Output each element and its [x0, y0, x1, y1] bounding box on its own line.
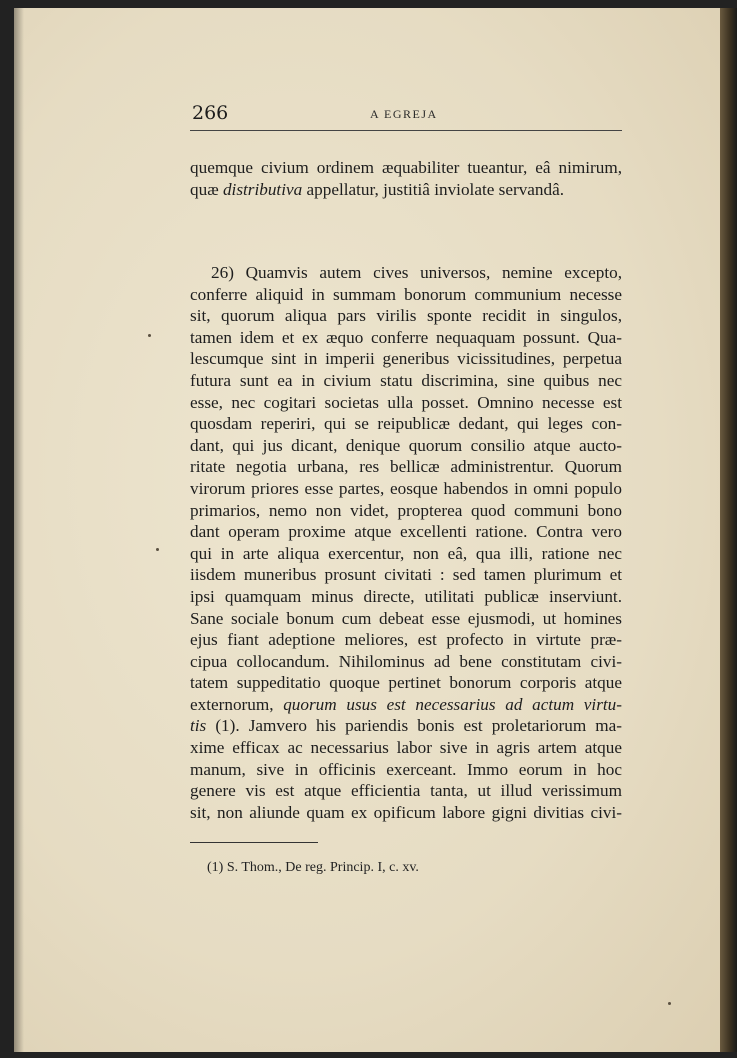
text-line: ritate negotia urbana, res bellicæ administrentur. Quorum	[190, 457, 622, 477]
ink-speck	[156, 548, 159, 551]
book-edge	[720, 8, 737, 1052]
ink-speck	[668, 1002, 671, 1005]
italic-term: distributiva	[222, 179, 303, 199]
page-number: 266	[192, 102, 229, 124]
text-line: quemque civium ordinem æquabiliter tueantur, eâ nimirum,	[190, 158, 622, 177]
footnote-rule	[190, 842, 318, 843]
italic-quote: quorum usus est necessarius ad actum virtu-	[283, 694, 622, 714]
text-run: (1). Jamvero his pariendis bonis est proletariorum ma-	[206, 716, 622, 736]
text-line	[190, 715, 622, 737]
text-line: tamen idem et ex æquo conferre nequaquam possunt. Qua-	[190, 327, 622, 347]
text-line: sit, quorum aliqua pars virilis sponte recidit in singulos,	[190, 306, 622, 326]
text-line: primarios, nemo non videt, propterea quod communi bono	[190, 500, 622, 520]
gutter-shadow	[14, 8, 24, 1052]
text-run: quæ	[190, 179, 223, 199]
paragraph-continuation	[190, 157, 622, 200]
text-line: tatem suppeditatio quoque pertinet bonorum corporis atque	[190, 673, 622, 693]
text-line: genere vis est atque efficientia tanta, ut illud verissimum	[190, 781, 622, 801]
text-line: qui in arte aliqua exercentur, non eâ, qua illi, ratione nec	[190, 543, 622, 563]
text-line: lescumque sint in imperii generibus vicissitudines, perpetua	[190, 349, 622, 369]
paragraph-26	[190, 262, 622, 823]
ink-speck	[148, 334, 151, 337]
text-line: iisdem muneribus prosunt civitati : sed tamen plurimum et	[190, 565, 622, 585]
text-line: xime efficax ac necessarius labor sive in agris artem atque	[190, 738, 622, 758]
page-header	[190, 100, 622, 131]
footnote: (1) S. Thom., De reg. Princip. I, c. xv.	[207, 860, 419, 875]
text-line: dant operam proxime atque excellenti ratione. Contra vero	[190, 522, 622, 542]
text-line: sit, non aliunde quam ex opificum labore gigni divitias civi-	[190, 802, 622, 822]
text-line: manum, sive in officinis exerceant. Immo eorum in hoc	[190, 759, 622, 779]
text-line: futura sunt ea in civium statu discrimina, sine quibus nec	[190, 370, 622, 390]
text-line: cipua collocandum. Nihilominus ad bene constitutam civi-	[190, 651, 622, 671]
text-run: appellatur, justitiâ inviolate servandâ.	[302, 179, 565, 199]
text-line: conferre aliquid in summam bonorum communium necesse	[190, 284, 622, 304]
text-line: virorum priores esse partes, eosque habendos in omni populo	[190, 478, 622, 498]
text-line: esse, nec cogitari societas ulla posset. Omnino necesse est	[190, 392, 622, 412]
text-line: dant, qui jus dicant, denique quorum consilio atque aucto-	[190, 435, 622, 455]
text-line	[190, 694, 622, 716]
text-line: ejus fiant adeptione meliores, est profecto in virtute præ-	[190, 630, 622, 650]
text-line	[190, 179, 622, 201]
text-line: quosdam reperiri, qui se reipublicæ dedant, qui leges con-	[190, 414, 622, 434]
text-line: 26) Quamvis autem cives universos, nemine excepto,	[211, 263, 622, 282]
running-head: A EGREJA	[370, 107, 438, 121]
italic-quote: tis	[190, 716, 207, 736]
text-run: externorum,	[190, 694, 284, 714]
text-line: Sane sociale bonum cum debeat esse ejusmodi, ut homines	[190, 608, 622, 628]
text-line: ipsi quamquam minus directe, utilitati publicæ inserviunt.	[190, 586, 622, 606]
